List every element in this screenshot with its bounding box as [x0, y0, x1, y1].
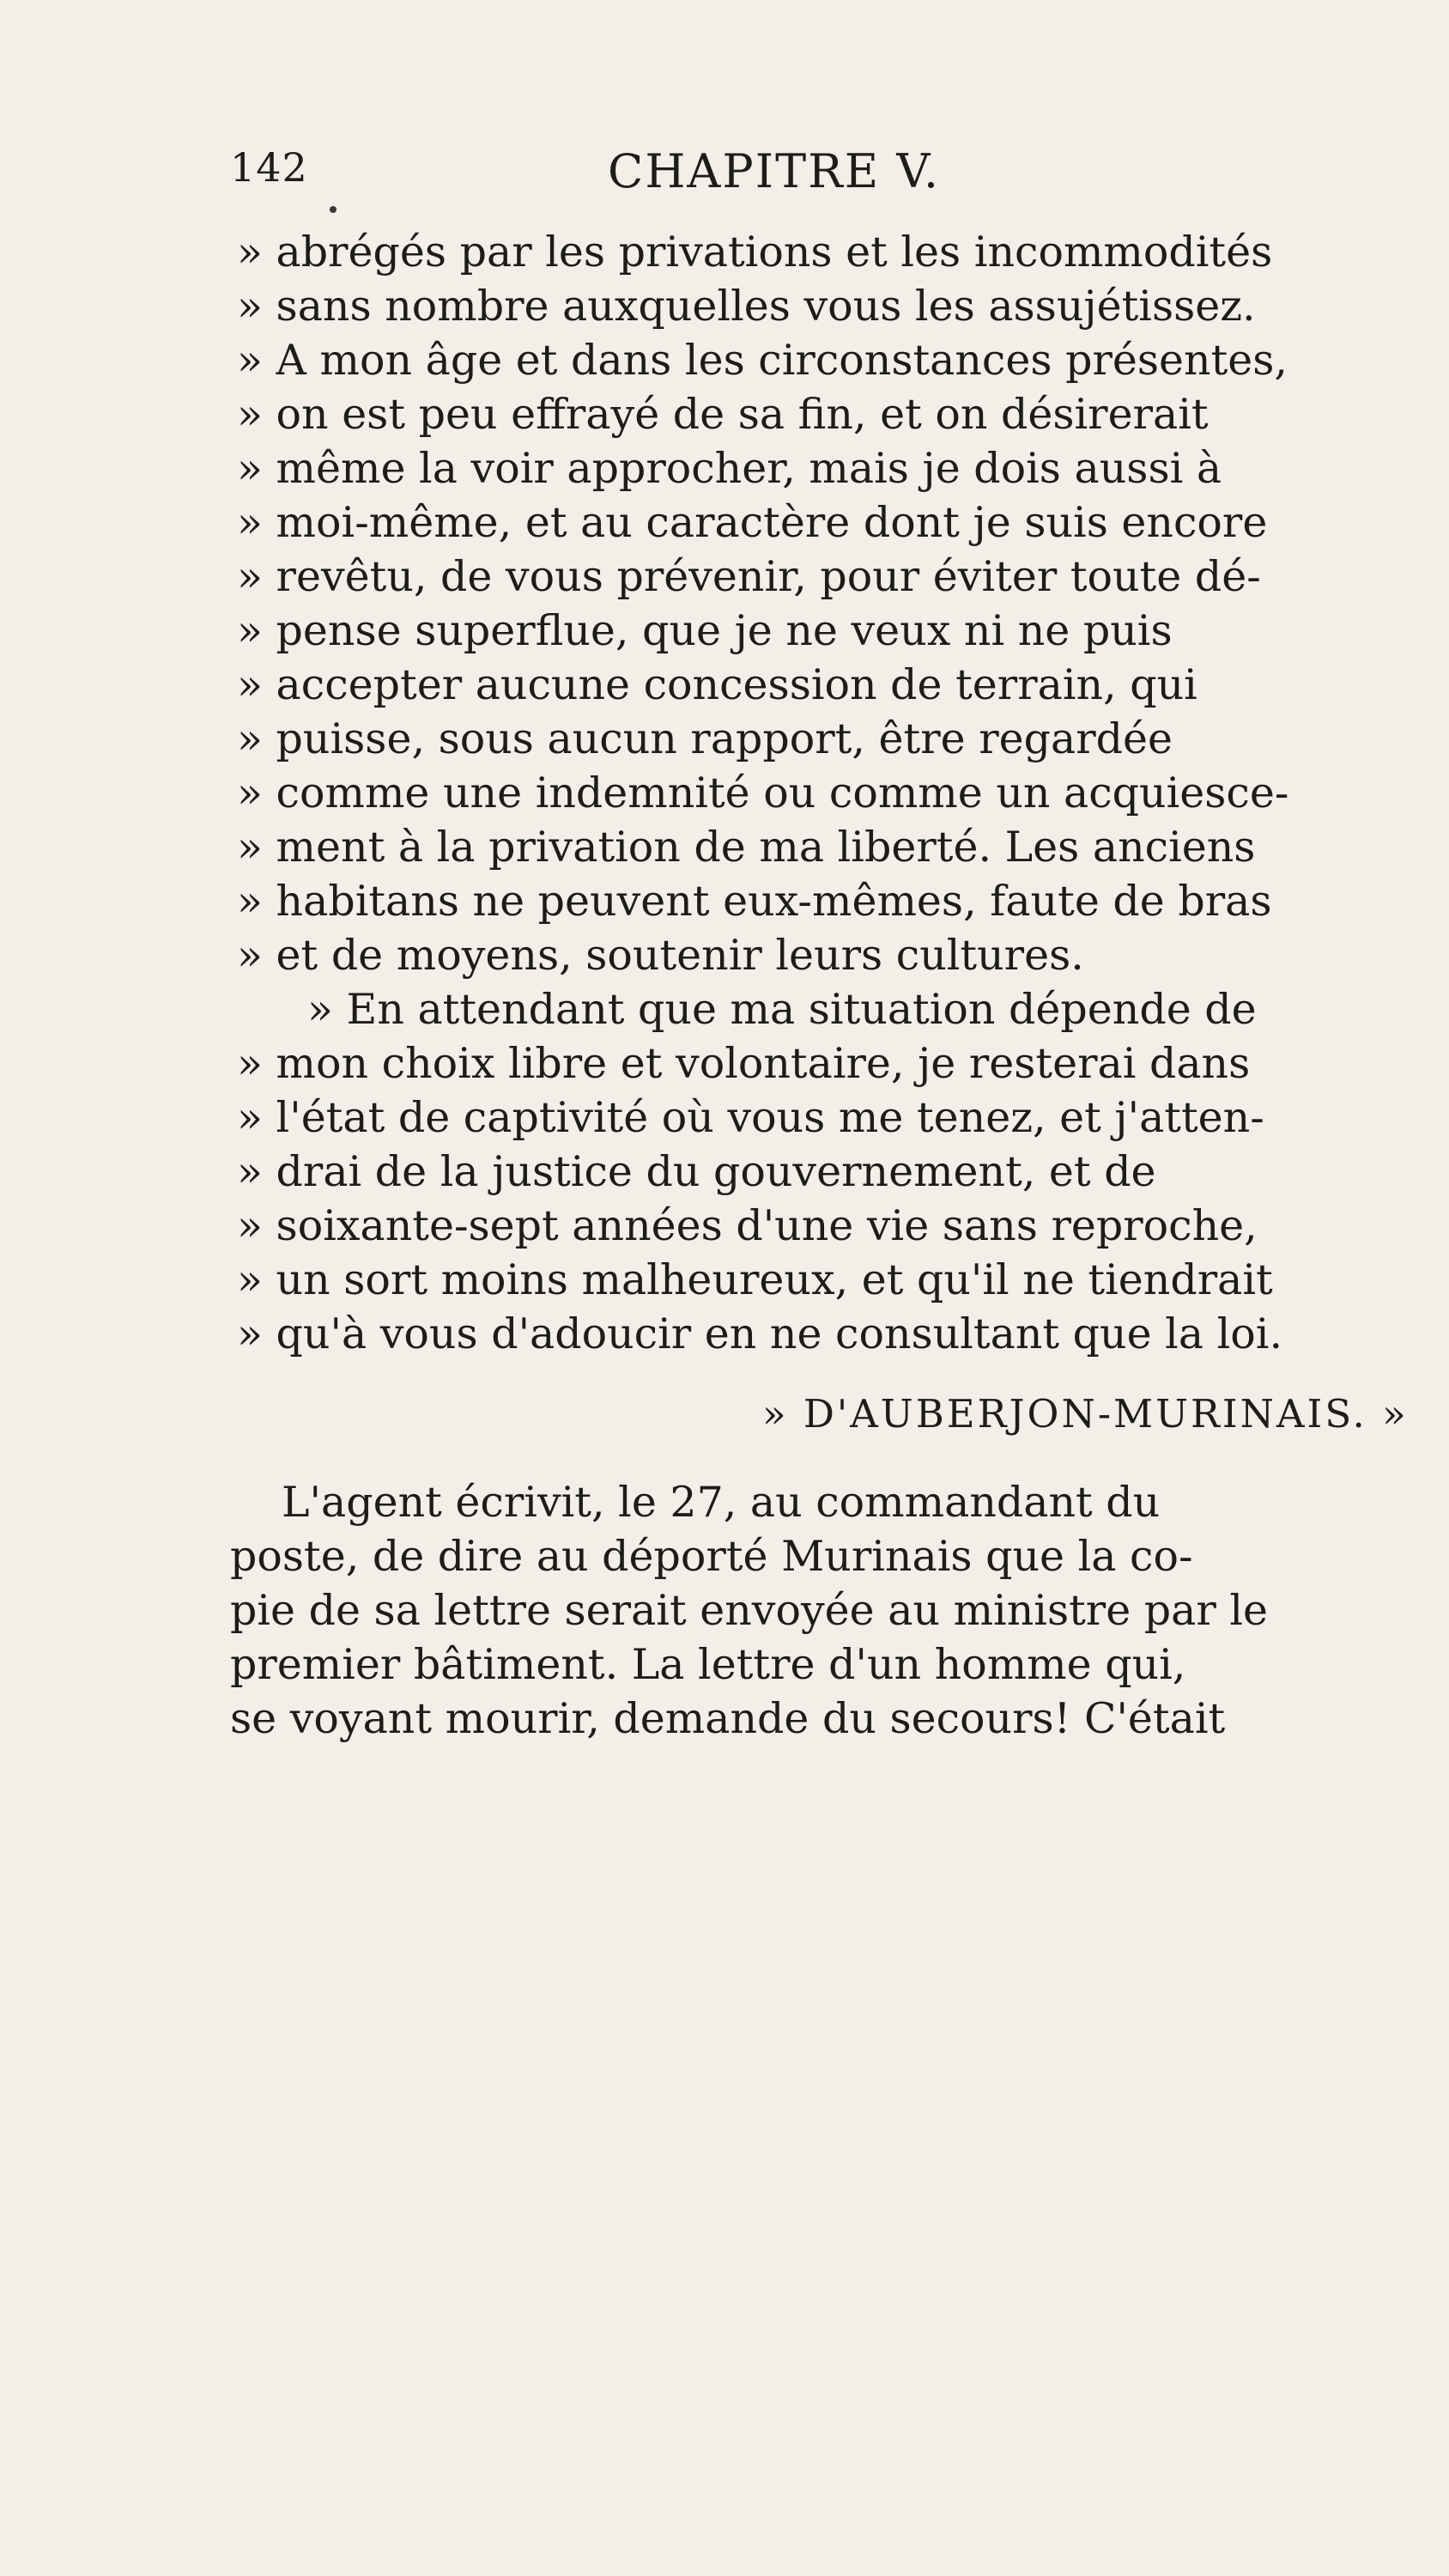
text-line: » l'état de captivité où vous me tenez, et j'atten-: [237, 1093, 1264, 1142]
text-line: » soixante-sept années d'une vie sans reproche,: [237, 1201, 1258, 1250]
text-line: » En attendant que ma situation dépende de: [307, 985, 1257, 1034]
ink-speck: [330, 206, 336, 213]
page-header: [230, 144, 1209, 213]
text-line: » et de moyens, soutenir leurs cultures.: [237, 931, 1084, 980]
text-line: » on est peu effrayé de sa fin, et on désirerait: [237, 390, 1209, 439]
text-line: » comme une indemnité ou comme un acquiesce-: [237, 769, 1289, 817]
text-line: » même la voir approcher, mais je dois aussi à: [237, 444, 1222, 493]
paragraph-line: L'agent écrivit, le 27, au commandant du: [282, 1478, 1161, 1527]
text-line: » qu'à vous d'adoucir en ne consultant que la loi.: [237, 1309, 1283, 1358]
text-line: » un sort moins malheureux, et qu'il ne tiendrait: [237, 1255, 1273, 1304]
text-line: » revêtu, de vous prévenir, pour éviter toute dé-: [237, 552, 1261, 601]
text-line: » sans nombre auxquelles vous les assujétissez.: [237, 282, 1256, 331]
paragraph-line: premier bâtiment. La lettre d'un homme qui,: [230, 1640, 1186, 1689]
text-line: » moi-même, et au caractère dont je suis encore: [237, 498, 1268, 547]
text-line: » habitans ne peuvent eux-mêmes, faute de bras: [237, 877, 1272, 926]
signature: » D'AUBERJON-MURINAIS. »: [762, 1391, 1409, 1437]
text-line: » accepter aucune concession de terrain, qui: [237, 660, 1197, 709]
body-text: [230, 225, 1409, 1746]
paragraph-line: pie de sa lettre serait envoyée au ministre par le: [230, 1586, 1269, 1635]
running-title: CHAPITRE V.: [608, 144, 941, 198]
text-line: » abrégés par les privations et les incommodités: [237, 228, 1273, 276]
text-line: » pense superflue, que je ne veux ni ne puis: [237, 606, 1173, 655]
text-line: » A mon âge et dans les circonstances présentes,: [237, 336, 1288, 385]
paragraph-line: poste, de dire au déporté Murinais que la co-: [230, 1532, 1193, 1581]
text-line: » drai de la justice du gouvernement, et de: [237, 1147, 1156, 1196]
paragraph-line: se voyant mourir, demande du secours! C'était: [230, 1694, 1226, 1743]
text-line: » mon choix libre et volontaire, je resterai dans: [237, 1039, 1251, 1088]
text-line: » ment à la privation de ma liberté. Les anciens: [237, 823, 1256, 872]
text-line: » puisse, sous aucun rapport, être regardée: [237, 714, 1173, 763]
page-number: 142: [230, 144, 308, 191]
